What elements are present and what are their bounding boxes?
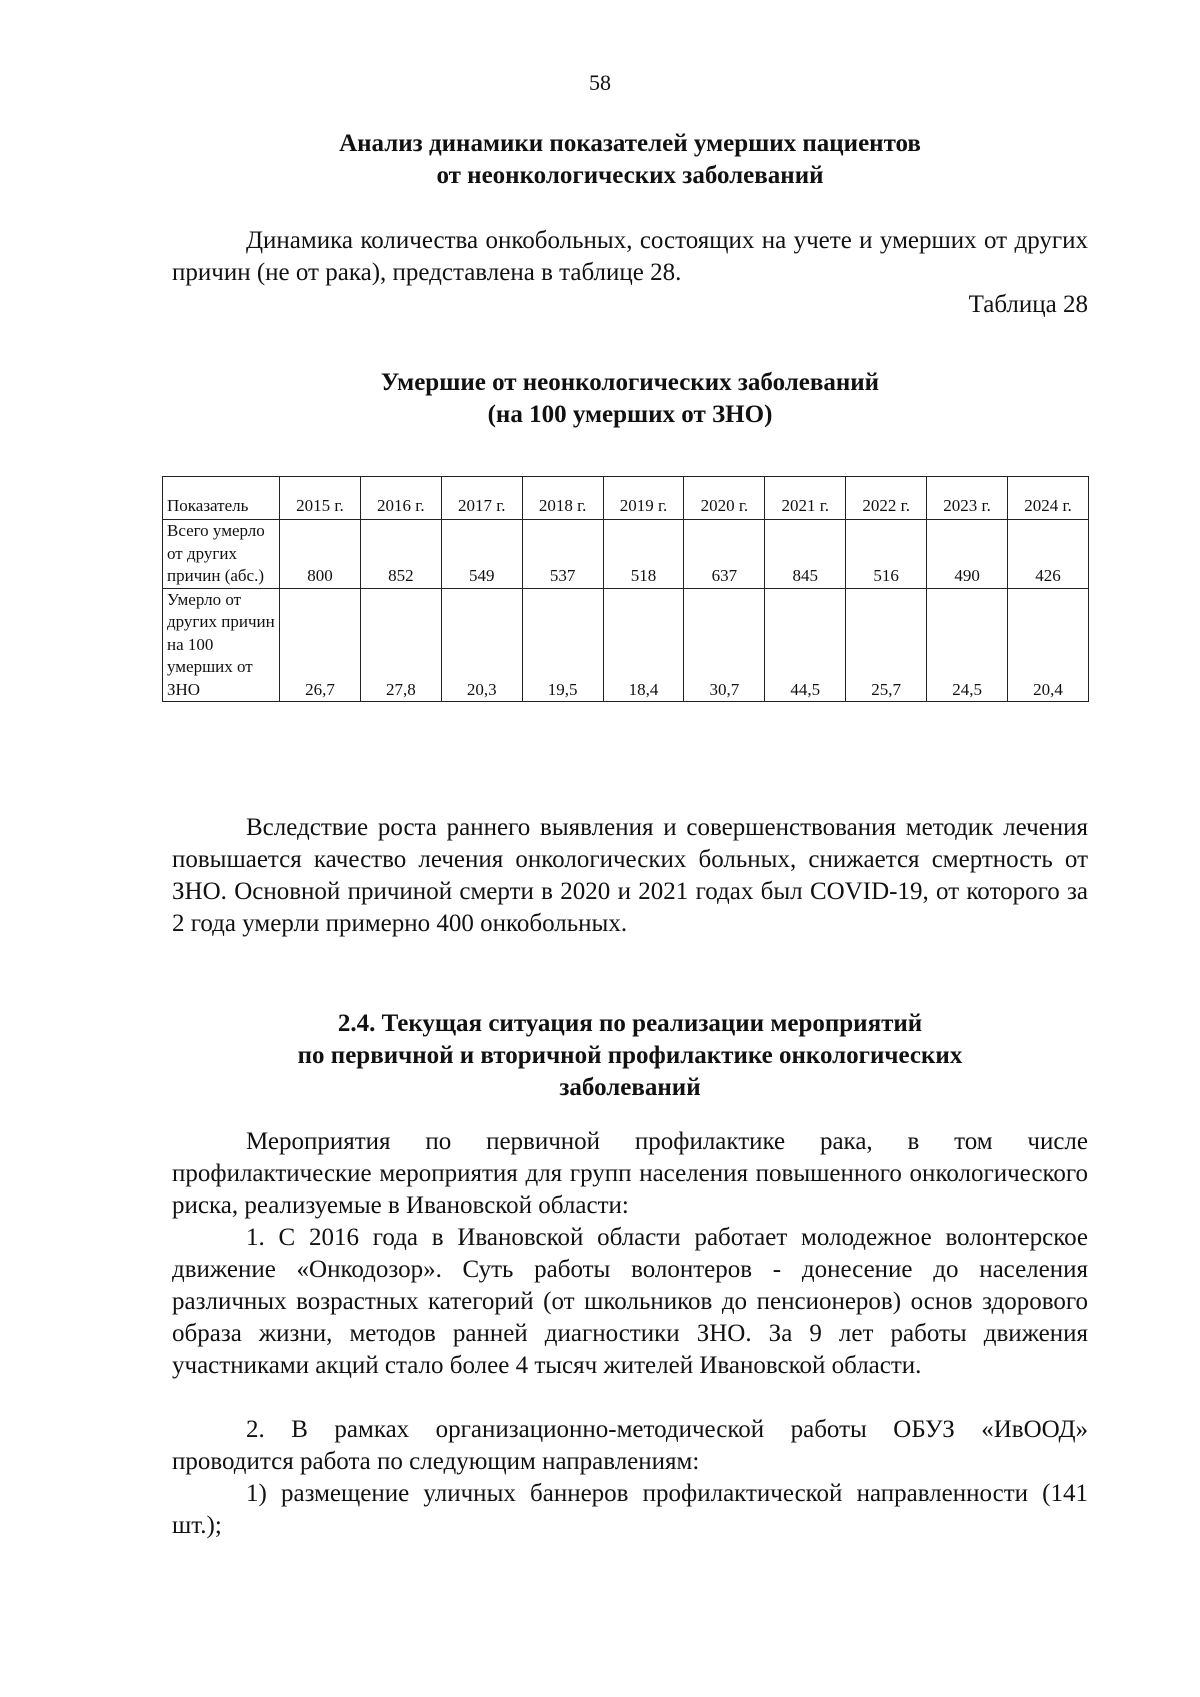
header-cell: 2018 г. <box>522 477 603 520</box>
header-cell: 2023 г. <box>927 477 1008 520</box>
table-cell: 426 <box>1008 520 1089 589</box>
section-heading <box>170 1008 1090 1104</box>
section-heading-line: 2.4. Текущая ситуация по реализации мероприятий <box>337 1010 923 1037</box>
table-cell: 549 <box>441 520 522 589</box>
list-item: 1) размещение уличных баннеров профилактической направленности (141 шт.); <box>172 1480 1088 1539</box>
page-number: 58 <box>589 70 611 95</box>
table-cell: 20,4 <box>1008 588 1089 702</box>
table-cell: 516 <box>846 520 927 589</box>
table-cell: 44,5 <box>765 588 846 702</box>
header-cell: 2017 г. <box>441 477 522 520</box>
header-cell: 2020 г. <box>684 477 765 520</box>
table-cell: 30,7 <box>684 588 765 702</box>
section-heading-line: от неонкологических заболеваний <box>436 162 824 189</box>
table-cell: 852 <box>360 520 441 589</box>
header-cell: 2024 г. <box>1008 477 1089 520</box>
table-cell: 26,7 <box>280 588 361 702</box>
table-title-line: (на 100 умерших от ЗНО) <box>487 401 773 428</box>
header-cell: Показатель <box>163 477 280 520</box>
table-cell: 20,3 <box>441 588 522 702</box>
header-cell: 2016 г. <box>360 477 441 520</box>
list-item: 1. С 2016 года в Ивановской области работает молодежное волонтерское движение «Онкодозор». Суть работы волонтеров - донесение до населения различных возрастных категорий (от школьников до пенсионеров) основ здорового образа жизни, методов ранней диагностики ЗНО. За 9 лет работы движения участниками акций стало более 4 тысяч жителей Ивановской области. <box>172 1224 1088 1379</box>
table-cell: 800 <box>280 520 361 589</box>
section-heading-line: по первичной и вторичной профилактике онкологических <box>297 1042 963 1069</box>
header-cell: 2022 г. <box>846 477 927 520</box>
body-paragraph: Вследствие роста раннего выявления и совершенствования методик лечения повышается качество лечения онкологических больных, снижается смертность от ЗНО. Основной причиной смерти в 2020 и 2021 годах был COVID-19, от которого за 2 года умерли примерно 400 онкобольных. <box>172 814 1088 937</box>
section-heading-line: заболеваний <box>559 1074 701 1101</box>
header-cell: 2021 г. <box>765 477 846 520</box>
table-cell: 24,5 <box>927 588 1008 702</box>
table-title-line: Умершие от неонкологических заболеваний <box>380 369 880 396</box>
section-heading-line: Анализ динамики показателей умерших пациентов <box>339 130 921 157</box>
table-row <box>163 520 1089 589</box>
table-cell: 19,5 <box>522 588 603 702</box>
table-cell: 637 <box>684 520 765 589</box>
table-cell: 27,8 <box>360 588 441 702</box>
body-paragraph: Мероприятия по первичной профилактике рака, в том числе профилактические мероприятия для групп населения повышенного онкологического риска, реализуемые в Ивановской области: <box>172 1128 1088 1219</box>
list-item: 2. В рамках организационно-методической работы ОБУЗ «ИвООД» проводится работа по следующим направлениям: <box>172 1416 1088 1475</box>
table-cell: 845 <box>765 520 846 589</box>
intro-paragraph: Динамика количества онкобольных, состоящих на учете и умерших от других причин (не от рака), представлена в таблице 28. <box>172 227 1088 286</box>
data-table <box>162 476 1089 702</box>
table-title <box>170 367 1090 431</box>
table-caption: Таблица 28 <box>968 291 1088 318</box>
section-heading <box>170 128 1090 192</box>
table-cell: 537 <box>522 520 603 589</box>
table-header-row <box>163 477 1089 520</box>
table-cell: 18,4 <box>603 588 684 702</box>
table-row <box>163 588 1089 702</box>
header-cell: 2019 г. <box>603 477 684 520</box>
header-cell: 2015 г. <box>280 477 361 520</box>
table-cell: 490 <box>927 520 1008 589</box>
table-cell: 518 <box>603 520 684 589</box>
row-label: Всего умерло от других причин (абс.) <box>163 520 280 589</box>
row-label: Умерло от других причин на 100 умерших от ЗНО <box>163 588 280 702</box>
table-cell: 25,7 <box>846 588 927 702</box>
